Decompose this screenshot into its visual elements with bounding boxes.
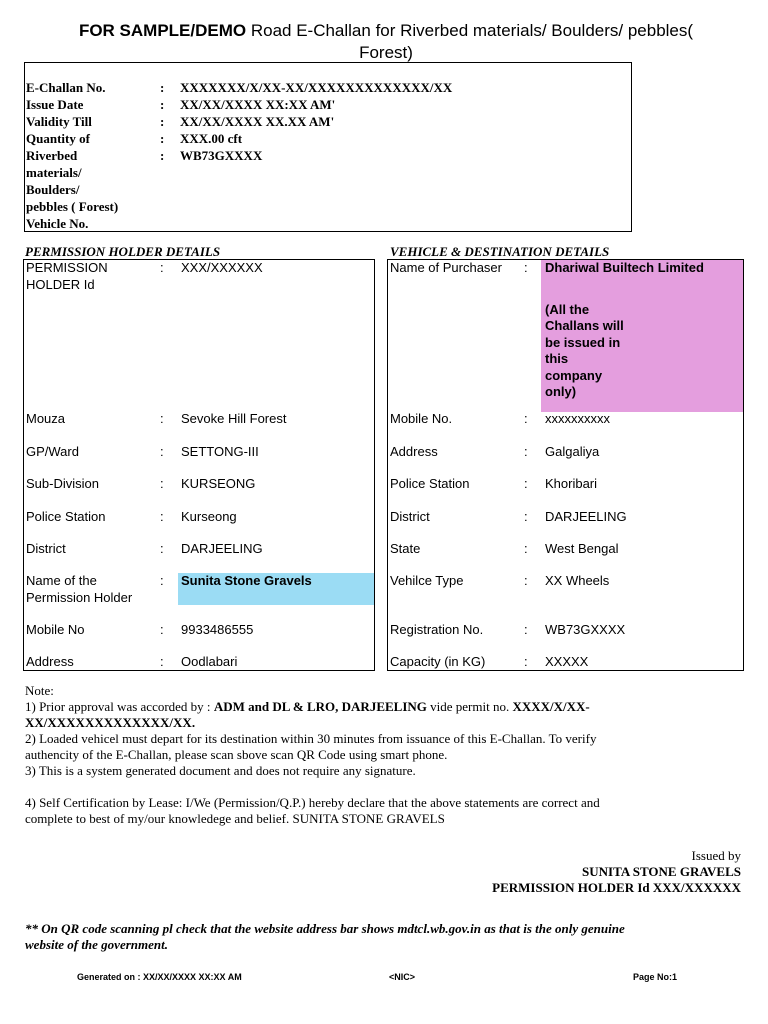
police-station-value: Kurseong	[181, 509, 237, 524]
permission-holder-name-label	[26, 573, 132, 606]
sub-division-value: KURSEONG	[181, 476, 256, 491]
permission-holder-box	[23, 259, 375, 671]
header-label: Riverbed	[26, 148, 78, 163]
notes-heading: Note:	[25, 683, 54, 698]
header-colon: :	[160, 131, 165, 146]
note-1-text: vide permit no.	[426, 699, 513, 714]
header-label: Boulders/	[26, 182, 80, 197]
header-row	[26, 164, 626, 181]
purchaser-note-line: be issued in	[545, 334, 621, 350]
capacity-label: Capacity (in KG)	[390, 654, 486, 669]
spacer	[545, 277, 704, 302]
vehicle-district-value: DARJEELING	[545, 509, 627, 524]
header-row	[26, 96, 626, 113]
colon: :	[160, 476, 164, 491]
validity-till: XX/XX/XXXX XX.XX AM'	[180, 114, 335, 129]
colon: :	[160, 411, 164, 426]
qr-note-line1: ** On QR code scanning pl check that the website address bar shows mdtcl.wb.gov.in as that is the only genuine	[25, 921, 625, 936]
sub-division-label: Sub-Division	[26, 476, 99, 491]
address-value: Oodlabari	[181, 654, 238, 669]
colon: :	[524, 573, 528, 588]
note-4-line1: 4) Self Certification by Lease: I/We (Permission/Q.P.) hereby declare that the above statements are correct and	[25, 795, 600, 810]
permission-holder-heading: PERMISSION HOLDER DETAILS	[25, 244, 221, 259]
permission-id-value: XXX/XXXXXX	[181, 260, 263, 275]
header-label: E-Challan No.	[26, 80, 106, 95]
address-label: Address	[26, 654, 74, 669]
colon: :	[160, 444, 164, 459]
mobile-label: Mobile No	[26, 622, 85, 637]
title-text: Road E-Challan for Riverbed materials/ Boulders/ pebbles(	[246, 21, 694, 40]
vehicle-district-label: District	[390, 509, 430, 524]
header-label: Quantity of	[26, 131, 90, 146]
page-number: Page No:1	[633, 972, 678, 982]
purchaser-label: Name of Purchaser	[390, 260, 502, 275]
colon: :	[524, 444, 528, 459]
quantity-value: XXX.00 cft	[180, 131, 243, 146]
challan-header-rows	[26, 79, 626, 232]
label-line: PERMISSION	[26, 260, 108, 275]
mouza-value: Sevoke Hill Forest	[181, 411, 287, 426]
issue-date: XX/XX/XXXX XX:XX AM'	[180, 97, 336, 112]
document-title	[30, 20, 742, 64]
note-1-permit: XXXX/X/XX-	[512, 699, 590, 714]
mouza-label: Mouza	[26, 411, 66, 426]
state-label: State	[390, 541, 421, 556]
colon: :	[524, 654, 528, 669]
header-label: Vehicle No.	[26, 216, 89, 231]
note-1-permit-line2: XX/XXXXXXXXXXXXX/XX.	[25, 715, 196, 730]
colon: :	[160, 622, 164, 637]
header-row	[26, 215, 626, 232]
vehicle-number: WB73GXXXX	[180, 148, 263, 163]
label-line: Name of the	[26, 573, 97, 588]
spacer	[25, 779, 745, 795]
vehicle-destination-heading: VEHICLE & DESTINATION DETAILS	[390, 244, 610, 259]
issued-by-block	[492, 848, 741, 896]
colon: :	[524, 260, 528, 275]
colon: :	[160, 573, 164, 588]
header-row	[26, 147, 626, 164]
issuer-id: PERMISSION HOLDER Id XXX/XXXXXX	[492, 880, 741, 895]
note-1-text: 1) Prior approval was accorded by :	[25, 699, 214, 714]
header-colon: :	[160, 97, 165, 112]
district-value: DARJEELING	[181, 541, 263, 556]
qr-note-line2: website of the government.	[25, 937, 168, 952]
notes-section	[25, 683, 745, 827]
purchaser-note-line: only)	[545, 384, 577, 399]
vehicle-mobile-value: xxxxxxxxxx	[545, 411, 610, 426]
purchaser-note-line: Challans will	[545, 318, 624, 333]
colon: :	[160, 509, 164, 524]
state-value: West Bengal	[545, 541, 619, 556]
note-3: 3) This is a system generated document and does not require any signature.	[25, 763, 416, 778]
header-label: Validity Till	[26, 114, 92, 129]
issuer-name: SUNITA STONE GRAVELS	[582, 864, 741, 879]
note-4-line2: complete to best of my/our knowledege and belief. SUNITA STONE GRAVELS	[25, 811, 445, 826]
permission-id-label	[26, 260, 108, 293]
police-station-label: Police Station	[26, 509, 106, 524]
colon: :	[524, 509, 528, 524]
header-colon: :	[160, 114, 165, 129]
header-row	[26, 181, 626, 198]
vehicle-type-label: Vehilce Type	[390, 573, 464, 588]
vehicle-police-station-label: Police Station	[390, 476, 470, 491]
permission-holder-name-value: Sunita Stone Gravels	[181, 573, 312, 588]
capacity-value: XXXXX	[545, 654, 589, 669]
note-2-line2: authencity of the E-Challan, please scan sbove scan QR Code using smart phone.	[25, 747, 448, 762]
header-row	[26, 113, 626, 130]
mobile-value: 9933486555	[181, 622, 254, 637]
header-label: pebbles ( Forest)	[26, 199, 119, 214]
colon: :	[524, 411, 528, 426]
purchaser-note-line: company	[545, 367, 603, 383]
purchaser-value	[545, 260, 704, 401]
gp-ward-value: SETTONG-III	[181, 444, 259, 459]
colon: :	[524, 541, 528, 556]
purchaser-note-line: this	[545, 351, 569, 366]
header-label: Issue Date	[26, 97, 84, 112]
colon: :	[160, 541, 164, 556]
colon: :	[160, 260, 164, 275]
header-colon: :	[160, 80, 165, 95]
purchaser-name: Dhariwal Builtech Limited	[545, 260, 704, 275]
vehicle-police-station-value: Khoribari	[545, 476, 598, 491]
vehicle-address-value: Galgaliya	[545, 444, 600, 459]
generated-on: Generated on : XX/XX/XXXX XX:XX AM	[77, 972, 242, 982]
purchaser-note-line: (All the	[545, 301, 590, 317]
district-label: District	[26, 541, 66, 556]
note-1-authority: ADM and DL & LRO, DARJEELING	[213, 699, 427, 714]
note-2-line1: 2) Loaded vehicel must depart for its destination within 30 minutes from issuance of this E-Challan. To verify	[25, 731, 597, 746]
echallan-number: XXXXXXX/X/XX-XX/XXXXXXXXXXXXX/XX	[180, 80, 453, 95]
header-row	[26, 198, 626, 215]
issued-by-label: Issued by	[691, 848, 741, 863]
title-sample-demo: FOR SAMPLE/DEMO	[78, 21, 247, 40]
qr-note	[25, 921, 625, 953]
title-text-line2: Forest)	[359, 43, 413, 62]
registration-label: Registration No.	[390, 622, 484, 637]
header-label: materials/	[26, 165, 82, 180]
vehicle-type-value: XX Wheels	[545, 573, 610, 588]
header-colon: :	[160, 148, 165, 163]
colon: :	[160, 654, 164, 669]
header-row	[26, 79, 626, 96]
colon: :	[524, 622, 528, 637]
label-line: Permission Holder	[26, 589, 133, 605]
vehicle-address-label: Address	[390, 444, 438, 459]
vehicle-mobile-label: Mobile No.	[390, 411, 453, 426]
registration-value: WB73GXXXX	[545, 622, 626, 637]
header-row	[26, 130, 626, 147]
nic-label: <NIC>	[389, 972, 416, 982]
note-1	[25, 699, 745, 715]
label-line: HOLDER Id	[26, 276, 95, 292]
gp-ward-label: GP/Ward	[26, 444, 79, 459]
colon: :	[524, 476, 528, 491]
